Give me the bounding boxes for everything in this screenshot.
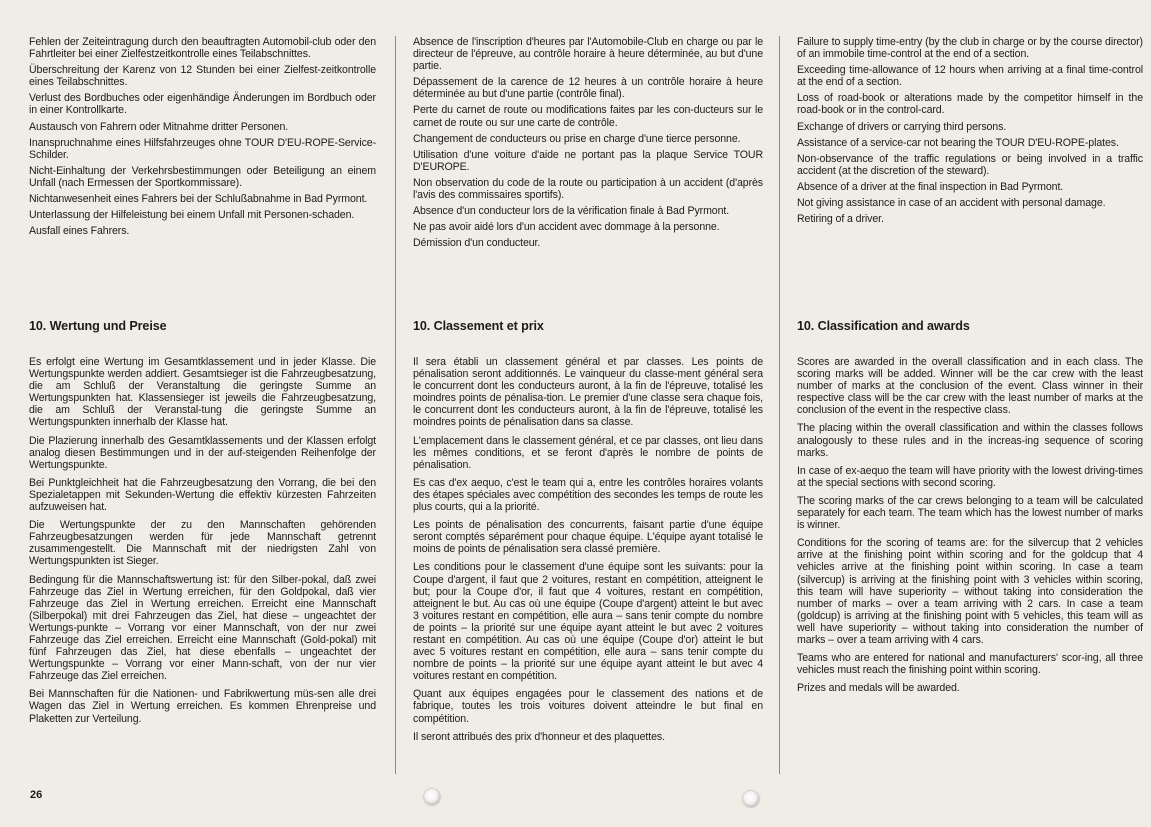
penalty-item: Absence of a driver at the final inspection in Bad Pyrmont. — [797, 180, 1064, 193]
page-number: 26 — [30, 789, 43, 801]
section-heading-english: 10. Classification and awards — [797, 319, 970, 333]
penalty-item: Überschreitung der Karenz von 12 Stunden bei einer Zielfest-zeitkontrolle eines Teilabschnittes. — [29, 64, 376, 89]
scoring-paragraph: Bei Mannschaften für die Nationen- und Fabrikwertung müs-sen alle drei Wagen das Ziel in Wertung erreichen. Es kommen Ehrenpreise und Plaketten zur Verteilung. — [29, 688, 376, 725]
scoring-paragraph: Es erfolgt eine Wertung im Gesamtklassement und in jeder Klasse. Die Wertungspunkte werden addiert. Gesamtsieger ist die Fahrzeugbesatzung, die am Schluß der Veranstaltung die geringste Summe an Wertungspunkten hat. Klassensieger ist jeweils die Fahrzeugbesatzung, die am Schluß der Veranstal-tung die geringste Summe an Wertungspunkten innerhalb der Klasse hat. — [29, 356, 376, 429]
penalty-item: Absence de l'inscription d'heures par l'Automobile-Club en charge ou par le directeur de l'épreuve, au contrôle horaire à heure déterminée, au but d'une partie. — [413, 36, 763, 73]
binder-hole-icon — [743, 791, 759, 807]
binder-hole-icon — [424, 789, 440, 805]
french-penalty-list — [413, 36, 763, 253]
penalty-item: Non observation du code de la route ou participation à un accident (d'après l'avis des commissaires sportifs). — [413, 176, 763, 202]
section-heading-german: 10. Wertung und Preise — [29, 319, 167, 333]
penalty-item: Ausfall eines Fahrers. — [29, 225, 130, 238]
penalty-item: Unterlassung der Hilfeleistung bei einem Unfall mit Personen-schaden. — [29, 209, 355, 222]
scoring-paragraph: L'emplacement dans le classement général, et ce par classes, ont lieu dans les mêmes conditions, et se feront d'après le nombre de points de pénalisation. — [413, 434, 763, 471]
scoring-paragraph: Prizes and medals will be awarded. — [797, 682, 960, 695]
scoring-paragraph: Quant aux équipes engagées pour le classement des nations et de fabrique, toutes les trois voitures doivent atteindre le but final en compétition. — [413, 688, 763, 725]
penalty-item: Exceeding time-allowance of 12 hours when arriving at a final time-control at the end of a section. — [797, 64, 1143, 89]
penalty-item: Retiring of a driver. — [797, 213, 884, 226]
penalty-item: Dépassement de la carence de 12 heures à un contrôle horaire à heure déterminée au but d'une partie (contrôle final). — [413, 76, 763, 101]
penalty-item: Inanspruchnahme eines Hilfsfahrzeuges ohne TOUR D'EU-ROPE-Service-Schilder. — [29, 136, 376, 161]
scoring-paragraph: Il sera établi un classement général et par classes. Les points de pénalisation seront additionnés. Le vainqueur du classe-ment général sera le concurrent dont les conducteurs auront, à la fin de l'épreuve, totalisé les moindres points de pénalisa-tion. Le premier d'une classe sera chaque fois, le concurrent dont les conducteurs auront, à la fin de l'épreuve, totalisé les moindres points de pénalisation dans sa classe. — [413, 356, 763, 429]
scoring-paragraph: Teams who are entered for national and manufacturers' scor-ing, all three vehicles must reach the finishing point within scoring. — [797, 652, 1143, 677]
scoring-paragraph: Die Plazierung innerhalb des Gesamtklassements und der Klassen erfolgt analog diesen Bestimmungen und in der auf-steigenden Reihenfolge der Wertungspunkte. — [29, 434, 376, 471]
scoring-paragraph: Bedingung für die Mannschaftswertung ist: für den Silber-pokal, daß zwei Fahrzeuge das Ziel in Wertung erreichen, für den Goldpokal, daß vier Fahrzeuge das Ziel in Wertung erreichen. Erreicht eine Mannschaft (Silberpokal) mit drei Fahrzeugen das Ziel, hat diese – ungeachtet der Wertungs-punkte – Vorrang vor einer Mannschaft, von der nur zwei Fahrzeuge das Ziel erreichen. Erreicht eine Mannschaft (Gold-pokal) mit fünf Fahrzeugen das Ziel, hat diese ebenfalls – ungeachtet der Wertungspunkte – Vorrang vor einer Mann-schaft, von der nur vier Fahrzeuge das Ziel erreichen. — [29, 573, 376, 683]
penalty-item: Austausch von Fahrern oder Mitnahme dritter Personen. — [29, 120, 289, 133]
scoring-paragraph: The scoring marks of the car crews belonging to a team will be calculated separately for each team. The team which has the lowest number of marks is winner. — [797, 494, 1143, 532]
penalty-item: Verlust des Bordbuches oder eigenhändige Änderungen im Bordbuch oder in einer Kontrollkarte. — [29, 92, 376, 117]
penalty-item: Absence d'un conducteur lors de la vérification finale à Bad Pyrmont. — [413, 205, 730, 218]
penalty-item: Loss of road-book or alterations made by the competitor himself in the road-book or in the control-card. — [797, 92, 1143, 117]
scoring-paragraph: Scores are awarded in the overall classification and in each class. The scoring marks will be added. Winner will be the car crew with the least number of marks at the conclusion of the event. Class winner in their respective class will be the car crew with the least number of marks at the conclusion of the event in the respective class. — [797, 356, 1143, 417]
penalty-item: Nicht-Einhaltung der Verkehrsbestimmungen oder Beteiligung an einem Unfall (nach Ermessen der Sportkommissare). — [29, 164, 376, 189]
column-divider — [395, 36, 396, 774]
scoring-paragraph: Die Wertungspunkte der zu den Mannschaften gehörenden Fahrzeugbesatzungen werden für jede Mannschaft getrennt zusammengestellt. Die Mannschaft mit der niedrigsten Zahl von Wertungspunkten ist Sieger. — [29, 519, 376, 568]
scoring-paragraph: Les conditions pour le classement d'une équipe sont les suivants: pour la Coupe d'argent, il faut que 2 voitures, restant en compétition, atteignent le but; pour la Coupe d'or, il faut que 4 voitures, restant en compétition, atteignent le but. Au cas où une équipe (Coupe d'argent) atteint le but avec 3 voitures restant en compétition, elle aura – sans tenir compte du nombre de points – la priorité sur une équipe ayant atteint le but avec 2 voitures restant en compétition. Au cas où une équipe (Coupe d'or) atteint le but avec 5 voitures restant en compétition, elle aura – sans tenir compte du nombre de points – la priorité sur une équipe ayant atteint le but avec 4 voitures restant en compétition. — [413, 561, 763, 683]
scoring-paragraph: Il seront attribués des prix d'honneur et des plaquettes. — [413, 730, 665, 743]
penalty-item: Not giving assistance in case of an accident with personal damage. — [797, 197, 1106, 210]
penalty-item: Ne pas avoir aidé lors d'un accident avec dommage à la personne. — [413, 221, 720, 234]
french-scoring-rules — [413, 356, 763, 749]
penalty-item: Exchange of drivers or carrying third persons. — [797, 120, 1007, 133]
scoring-paragraph: The placing within the overall classification and within the classes follows analogously to these rules and in the increas-ing sequence of scoring marks. — [797, 422, 1143, 459]
penalty-item: Assistance of a service-car not bearing the TOUR D'EU-ROPE-plates. — [797, 136, 1119, 149]
penalty-item: Fehlen der Zeiteintragung durch den beauftragten Automobil-club oder den Fahrtleiter bei einer Zielfestzeitkontrolle eines Teilabschnittes. — [29, 36, 376, 61]
section-heading-french: 10. Classement et prix — [413, 319, 544, 333]
penalty-item: Non-observance of the traffic regulations or being involved in a traffic accident (at the discretion of the steward). — [797, 152, 1143, 177]
scoring-paragraph: Bei Punktgleichheit hat die Fahrzeugbesatzung den Vorrang, die bei den Spezialetappen mit Sekunden-Wertung die effektiv kürzesten Fahrzeiten aufzuweisen hat. — [29, 476, 376, 514]
english-scoring-rules — [797, 356, 1143, 700]
penalty-item: Changement de conducteurs ou prise en charge d'une tierce personne. — [413, 132, 741, 145]
german-penalty-list — [29, 36, 376, 241]
scoring-paragraph: Conditions for the scoring of teams are: for the silvercup that 2 vehicles arrive at the finishing point within scoring and for the goldcup that 4 vehicles arrive at the finishing point within scoring. In case a team (silvercup) is arriving at the finishing point with 3 vehicles within scoring, this team will have superiority – without taking into consideration the number of marks – over a team arriving with 2 cars. In case a team (goldcup) is arriving at the finishing point with 5 vehicles, this team will as well have superiority – without taking into consideration the number of marks – over a team arriving with 4 cars. — [797, 537, 1143, 646]
penalty-item: Failure to supply time-entry (by the club in charge or by the course director) of an immobile time-control at the end of a section. — [797, 36, 1143, 61]
penalty-item: Nichtanwesenheit eines Fahrers bei der Schlußabnahme in Bad Pyrmont. — [29, 193, 368, 206]
english-penalty-list — [797, 36, 1143, 229]
scoring-paragraph: Les points de pénalisation des concurrents, faisant partie d'une équipe seront comptés séparément pour chaque équipe. L'équipe ayant totalisé le moins de points de pénalisation sera classé première. — [413, 519, 763, 556]
scoring-paragraph: Es cas d'ex aequo, c'est le team qui a, entre les contrôles horaires volants des étapes spéciales avec compétition des secondes les temps de route les plus courts, qui a la priorité. — [413, 476, 763, 514]
german-scoring-rules — [29, 356, 376, 731]
column-divider — [779, 36, 780, 774]
penalty-item: Perte du carnet de route ou modifications faites par les con-ducteurs sur le carnet de route ou sur une carte de contrôle. — [413, 104, 763, 129]
scoring-paragraph: In case of ex-aequo the team will have priority with the lowest driving-times at the special sections with second scoring. — [797, 464, 1143, 489]
penalty-item: Utilisation d'une voiture d'aide ne portant pas la plaque Service TOUR D'EUROPE. — [413, 148, 763, 173]
penalty-item: Démission d'un conducteur. — [413, 237, 541, 250]
